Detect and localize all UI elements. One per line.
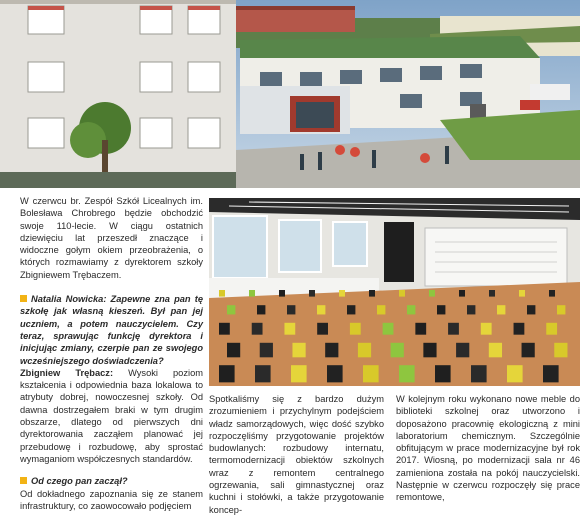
question-bullet-icon xyxy=(20,295,27,302)
article-middle-column xyxy=(209,393,384,516)
question-bullet-icon xyxy=(20,477,27,484)
article-paragraph: W kolejnym roku wykonano nowe meble do biblioteki szkolnej oraz utworzono i doposażono pracownię ekologiczną z mini laboratorium chemicznym. Szczególnie obfitującym w prace modernizacyjne był rok 2017. Wiosną, po modernizacji sala nr 46 zamieniona została na pokój nauczycielski. Następnie w czerwcu rozpoczęły się prace remontowe, xyxy=(396,394,580,503)
article-left-column xyxy=(20,195,203,512)
article-right-column xyxy=(396,393,580,504)
interview-question-1: Natalia Nowicka: Zapewne zna pan tę szkołę jak własną kieszeń. Był pan jej uczniem, a potem nauczycielem. Czy teraz, sprawując funkcję dyrektora i inicjując zmiany, czerpie pan ze swojego wcześniejszego doświadczenia? xyxy=(20,294,203,366)
interview-answer-1: Zbigniew Trębacz: Wysoki poziom kształcenia i odpowiednia baza lokalowa to atrybuty dobrej, nowoczesnej szkoły. Od dawna dostrzegałem braki w tym drugim obszarze, dlatego od pierwszych dni dyrektorowania zacząłem planować jej przebudowę i rozbudowę, aby sprostać wymaganiom współczesnych standardów. xyxy=(20,367,203,464)
interview-answer-2: Od dokładnego zapoznania się ze stanem infrastruktury, co zaowocowało podjęciem xyxy=(20,488,203,511)
article-paragraph: Spotkaliśmy się z bardzo dużym zrozumieniem i przychylnym podejściem władz samorządowych, więc dość szybko rozpoczęliśmy przygotowanie projektów budowlanych: rozbudowy internatu, termomodernizacji obiektów szkolnych wraz z remontem centralnego ogrzewania, sali gimnastycznej oraz kuchni i stołówki, a także przygotowanie koncep- xyxy=(209,394,384,515)
interview-question-2: Od czego pan zaczął? xyxy=(20,475,203,487)
article-lead: W czerwcu br. Zespół Szkół Licealnych im. Bolesława Chrobrego będzie obchodzić swoje 110-lecie. W ciągu ostatnich dziewięciu lat przeszedł znaczące i widoczne gołym okiem przeobrażenia, o których rozmawiamy z dyrektorem szkoły Zbigniewem Trębaczem. xyxy=(20,196,203,280)
school-building-photo xyxy=(0,0,580,188)
auditorium-photo xyxy=(209,198,580,386)
